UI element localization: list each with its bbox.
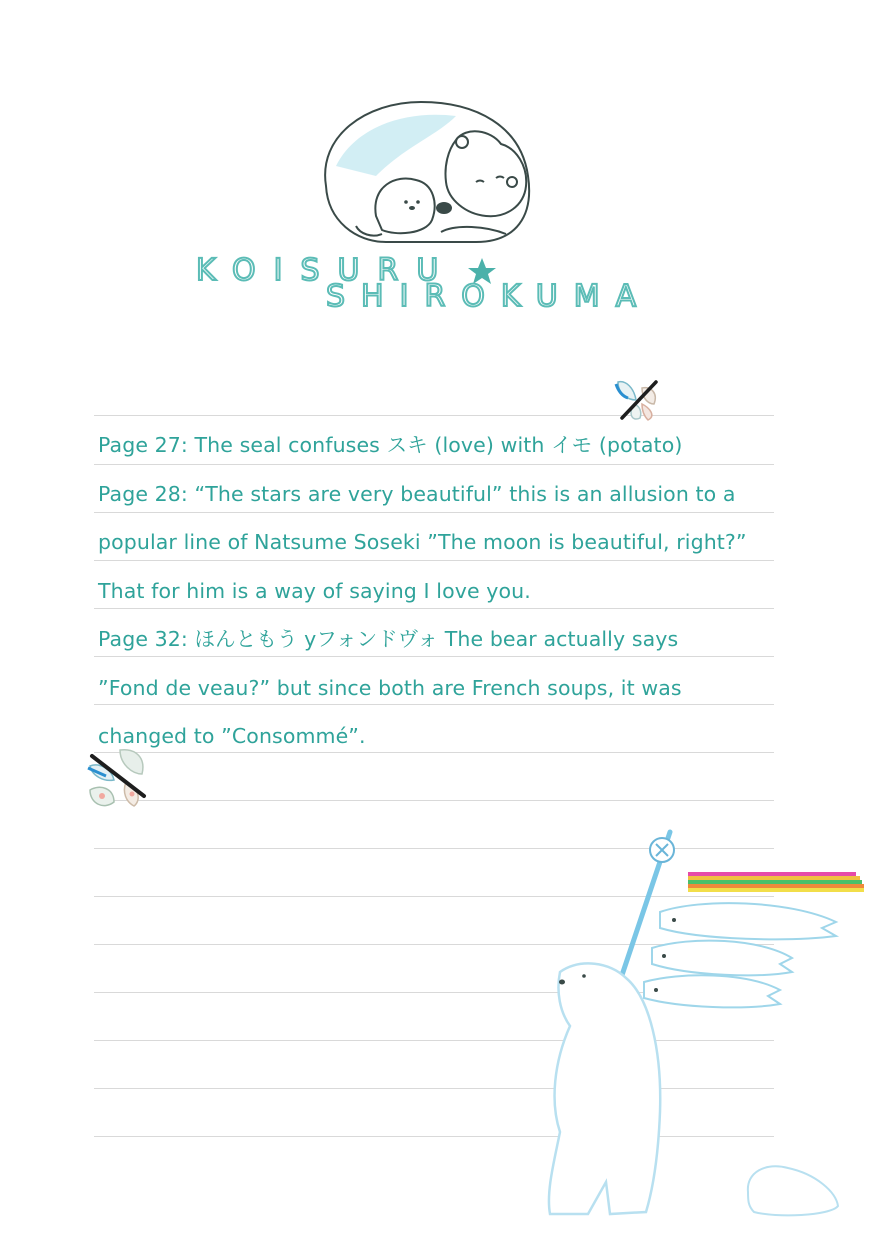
- note-line: That for him is a way of saying I love you.: [98, 578, 531, 603]
- note-line: Page 27: The seal confuses スキ (love) with イモ (potato): [98, 433, 683, 457]
- note-line: Page 32: ほんともう yフォンドヴォ The bear actually says: [98, 627, 679, 651]
- butterfly-icon: [612, 378, 662, 424]
- logo-line-1: KOISURU: [196, 253, 457, 288]
- translation-notes: [98, 418, 788, 758]
- logo-line-2: SHIROKUMA: [326, 279, 653, 310]
- bear-parade-illustration: [540, 812, 869, 1228]
- note-line: changed to ”Consommé”.: [98, 724, 366, 748]
- note-line: popular line of Natsume Soseki ”The moon is beautiful, right?”: [98, 530, 747, 554]
- rule-line: [94, 800, 774, 801]
- note-line: Page 28: “The stars are very beautiful” this is an allusion to a: [98, 481, 736, 506]
- rule-line: [94, 415, 774, 416]
- note-line: ”Fond de veau?” but since both are French soups, it was: [98, 675, 682, 700]
- butterfly-icon: [86, 746, 152, 814]
